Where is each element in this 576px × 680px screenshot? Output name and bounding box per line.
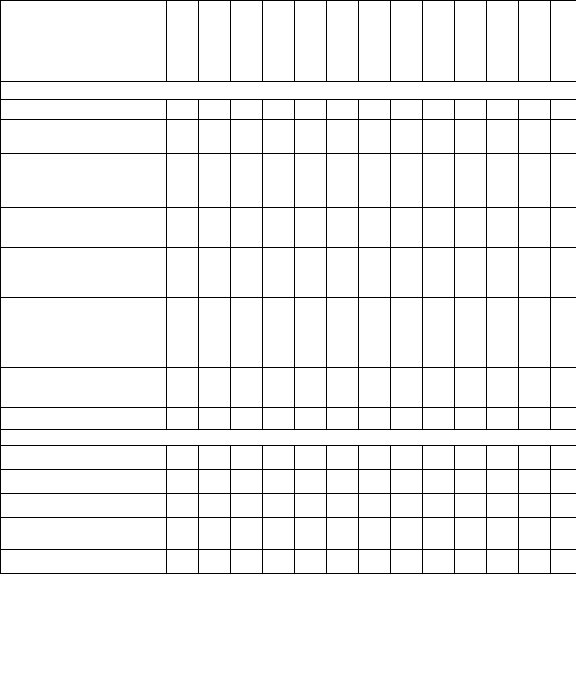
- month-value-cell: [167, 494, 199, 518]
- month-value-cell: [199, 298, 231, 368]
- section-header-row: [1, 430, 576, 446]
- row-total-cell: [551, 408, 576, 430]
- month-value-cell: [391, 154, 423, 208]
- month-value-cell: [167, 100, 199, 120]
- topic-cell: [1, 446, 167, 470]
- month-value-cell: [295, 446, 327, 470]
- month-value-cell: [391, 408, 423, 430]
- month-value-cell: [295, 154, 327, 208]
- month-value-cell: [391, 518, 423, 550]
- month-header: [359, 1, 391, 82]
- month-value-cell: [199, 550, 231, 574]
- month-value-cell: [423, 154, 455, 208]
- month-header: [231, 1, 263, 82]
- month-value-cell: [167, 518, 199, 550]
- month-value-cell: [167, 208, 199, 248]
- row-total-cell: [551, 446, 576, 470]
- month-value-cell: [231, 408, 263, 430]
- month-value-cell: [263, 100, 295, 120]
- month-value-cell: [295, 408, 327, 430]
- month-value-cell: [391, 550, 423, 574]
- month-value-cell: [359, 298, 391, 368]
- month-value-cell: [199, 446, 231, 470]
- month-value-cell: [519, 120, 551, 154]
- topic-cell: [1, 470, 167, 494]
- month-value-cell: [327, 518, 359, 550]
- month-value-cell: [487, 470, 519, 494]
- month-value-cell: [327, 248, 359, 298]
- month-value-cell: [167, 154, 199, 208]
- month-value-cell: [519, 550, 551, 574]
- month-value-cell: [487, 298, 519, 368]
- month-value-cell: [487, 208, 519, 248]
- row-total-cell: [551, 100, 576, 120]
- month-value-cell: [423, 470, 455, 494]
- month-value-cell: [391, 298, 423, 368]
- month-value-cell: [199, 518, 231, 550]
- row-total-cell: [551, 550, 576, 574]
- month-value-cell: [263, 208, 295, 248]
- month-value-cell: [199, 368, 231, 408]
- month-value-cell: [487, 518, 519, 550]
- month-header: [519, 1, 551, 82]
- month-header: [295, 1, 327, 82]
- month-value-cell: [231, 208, 263, 248]
- month-value-cell: [231, 470, 263, 494]
- month-value-cell: [167, 470, 199, 494]
- month-value-cell: [327, 408, 359, 430]
- table-row: [1, 446, 576, 470]
- month-value-cell: [391, 446, 423, 470]
- month-value-cell: [455, 550, 487, 574]
- month-value-cell: [391, 494, 423, 518]
- month-value-cell: [327, 368, 359, 408]
- month-value-cell: [423, 494, 455, 518]
- month-value-cell: [359, 154, 391, 208]
- month-value-cell: [391, 248, 423, 298]
- month-value-cell: [423, 248, 455, 298]
- month-value-cell: [295, 470, 327, 494]
- month-value-cell: [295, 208, 327, 248]
- month-value-cell: [167, 408, 199, 430]
- month-value-cell: [455, 408, 487, 430]
- month-value-cell: [199, 470, 231, 494]
- month-value-cell: [359, 368, 391, 408]
- month-value-cell: [455, 154, 487, 208]
- month-value-cell: [295, 550, 327, 574]
- month-value-cell: [199, 120, 231, 154]
- month-value-cell: [167, 248, 199, 298]
- month-header: [263, 1, 295, 82]
- month-value-cell: [167, 120, 199, 154]
- month-value-cell: [327, 446, 359, 470]
- month-value-cell: [391, 100, 423, 120]
- month-value-cell: [263, 248, 295, 298]
- month-value-cell: [423, 208, 455, 248]
- month-value-cell: [487, 248, 519, 298]
- row-total-cell: [551, 154, 576, 208]
- month-value-cell: [487, 154, 519, 208]
- month-value-cell: [263, 550, 295, 574]
- month-value-cell: [487, 550, 519, 574]
- month-value-cell: [455, 248, 487, 298]
- month-value-cell: [295, 298, 327, 368]
- month-value-cell: [455, 470, 487, 494]
- month-value-cell: [263, 368, 295, 408]
- month-value-cell: [423, 120, 455, 154]
- header-row: [1, 1, 576, 82]
- month-value-cell: [423, 550, 455, 574]
- topic-cell: [1, 248, 167, 298]
- topic-cell: [1, 518, 167, 550]
- month-value-cell: [359, 408, 391, 430]
- month-value-cell: [231, 100, 263, 120]
- month-value-cell: [455, 446, 487, 470]
- month-value-cell: [519, 446, 551, 470]
- month-value-cell: [327, 550, 359, 574]
- table-body: [1, 82, 576, 574]
- topic-cell: [1, 120, 167, 154]
- month-value-cell: [167, 550, 199, 574]
- topic-cell: [1, 368, 167, 408]
- month-header: [199, 1, 231, 82]
- month-value-cell: [231, 368, 263, 408]
- month-value-cell: [519, 470, 551, 494]
- table-row: [1, 120, 576, 154]
- topic-cell: [1, 154, 167, 208]
- month-value-cell: [455, 368, 487, 408]
- month-value-cell: [519, 518, 551, 550]
- month-value-cell: [327, 208, 359, 248]
- month-value-cell: [263, 298, 295, 368]
- month-value-cell: [231, 248, 263, 298]
- month-value-cell: [295, 120, 327, 154]
- row-total-cell: [551, 120, 576, 154]
- month-value-cell: [359, 550, 391, 574]
- month-value-cell: [231, 446, 263, 470]
- month-value-cell: [455, 100, 487, 120]
- month-value-cell: [423, 518, 455, 550]
- month-value-cell: [231, 154, 263, 208]
- month-value-cell: [359, 518, 391, 550]
- row-total-cell: [551, 298, 576, 368]
- month-value-cell: [167, 368, 199, 408]
- table-row: [1, 470, 576, 494]
- month-value-cell: [199, 208, 231, 248]
- topic-cell: [1, 208, 167, 248]
- row-total-cell: [551, 248, 576, 298]
- month-value-cell: [231, 550, 263, 574]
- month-header: [455, 1, 487, 82]
- row-total-cell: [551, 368, 576, 408]
- month-value-cell: [199, 408, 231, 430]
- month-value-cell: [263, 494, 295, 518]
- month-value-cell: [519, 100, 551, 120]
- month-value-cell: [359, 446, 391, 470]
- month-value-cell: [423, 408, 455, 430]
- topic-cell: [1, 550, 167, 574]
- topic-column-header: [1, 1, 167, 82]
- row-total-cell: [551, 494, 576, 518]
- month-value-cell: [359, 494, 391, 518]
- month-value-cell: [455, 494, 487, 518]
- month-value-cell: [391, 470, 423, 494]
- month-value-cell: [487, 494, 519, 518]
- section-title-theory: [1, 82, 576, 100]
- month-value-cell: [263, 408, 295, 430]
- month-header: [487, 1, 519, 82]
- month-value-cell: [455, 208, 487, 248]
- month-value-cell: [455, 120, 487, 154]
- month-value-cell: [263, 154, 295, 208]
- month-value-cell: [231, 120, 263, 154]
- month-value-cell: [199, 154, 231, 208]
- month-value-cell: [199, 494, 231, 518]
- month-value-cell: [167, 446, 199, 470]
- month-value-cell: [359, 100, 391, 120]
- month-header: [391, 1, 423, 82]
- total-label-cell: [1, 408, 167, 430]
- month-header: [167, 1, 199, 82]
- row-total-cell: [551, 208, 576, 248]
- month-value-cell: [423, 298, 455, 368]
- month-value-cell: [487, 446, 519, 470]
- month-header: [423, 1, 455, 82]
- row-total-cell: [551, 470, 576, 494]
- month-value-cell: [519, 248, 551, 298]
- month-value-cell: [167, 298, 199, 368]
- table-row: [1, 368, 576, 408]
- month-value-cell: [359, 470, 391, 494]
- month-value-cell: [263, 518, 295, 550]
- month-value-cell: [519, 154, 551, 208]
- table-row: [1, 248, 576, 298]
- section-header-row: [1, 82, 576, 100]
- month-value-cell: [199, 248, 231, 298]
- month-value-cell: [295, 368, 327, 408]
- month-value-cell: [263, 470, 295, 494]
- month-value-cell: [487, 100, 519, 120]
- row-total-cell: [551, 518, 576, 550]
- month-value-cell: [263, 120, 295, 154]
- table-row: [1, 100, 576, 120]
- topic-cell: [1, 298, 167, 368]
- month-value-cell: [487, 368, 519, 408]
- month-value-cell: [519, 408, 551, 430]
- month-value-cell: [487, 408, 519, 430]
- month-value-cell: [519, 298, 551, 368]
- month-value-cell: [327, 470, 359, 494]
- section-title-practice: [1, 430, 576, 446]
- month-value-cell: [391, 120, 423, 154]
- month-value-cell: [199, 100, 231, 120]
- theory-total-row: [1, 408, 576, 430]
- month-value-cell: [519, 208, 551, 248]
- total-column-header: [551, 1, 576, 82]
- month-value-cell: [231, 494, 263, 518]
- month-value-cell: [295, 248, 327, 298]
- month-value-cell: [423, 368, 455, 408]
- month-value-cell: [423, 446, 455, 470]
- month-value-cell: [295, 494, 327, 518]
- month-value-cell: [519, 368, 551, 408]
- month-value-cell: [327, 494, 359, 518]
- month-value-cell: [391, 368, 423, 408]
- month-value-cell: [295, 100, 327, 120]
- month-value-cell: [359, 120, 391, 154]
- month-value-cell: [327, 120, 359, 154]
- table-row: [1, 298, 576, 368]
- month-value-cell: [359, 248, 391, 298]
- month-value-cell: [231, 518, 263, 550]
- month-value-cell: [231, 298, 263, 368]
- month-value-cell: [327, 154, 359, 208]
- month-value-cell: [359, 208, 391, 248]
- table-row: [1, 494, 576, 518]
- table-row: [1, 154, 576, 208]
- month-value-cell: [295, 518, 327, 550]
- month-value-cell: [455, 518, 487, 550]
- month-value-cell: [487, 120, 519, 154]
- topic-cell: [1, 100, 167, 120]
- month-value-cell: [263, 446, 295, 470]
- month-value-cell: [391, 208, 423, 248]
- month-header: [327, 1, 359, 82]
- month-value-cell: [455, 298, 487, 368]
- table-row: [1, 518, 576, 550]
- table-row: [1, 550, 576, 574]
- month-value-cell: [519, 494, 551, 518]
- month-value-cell: [327, 298, 359, 368]
- topic-cell: [1, 494, 167, 518]
- table-row: [1, 208, 576, 248]
- month-value-cell: [327, 100, 359, 120]
- month-value-cell: [423, 100, 455, 120]
